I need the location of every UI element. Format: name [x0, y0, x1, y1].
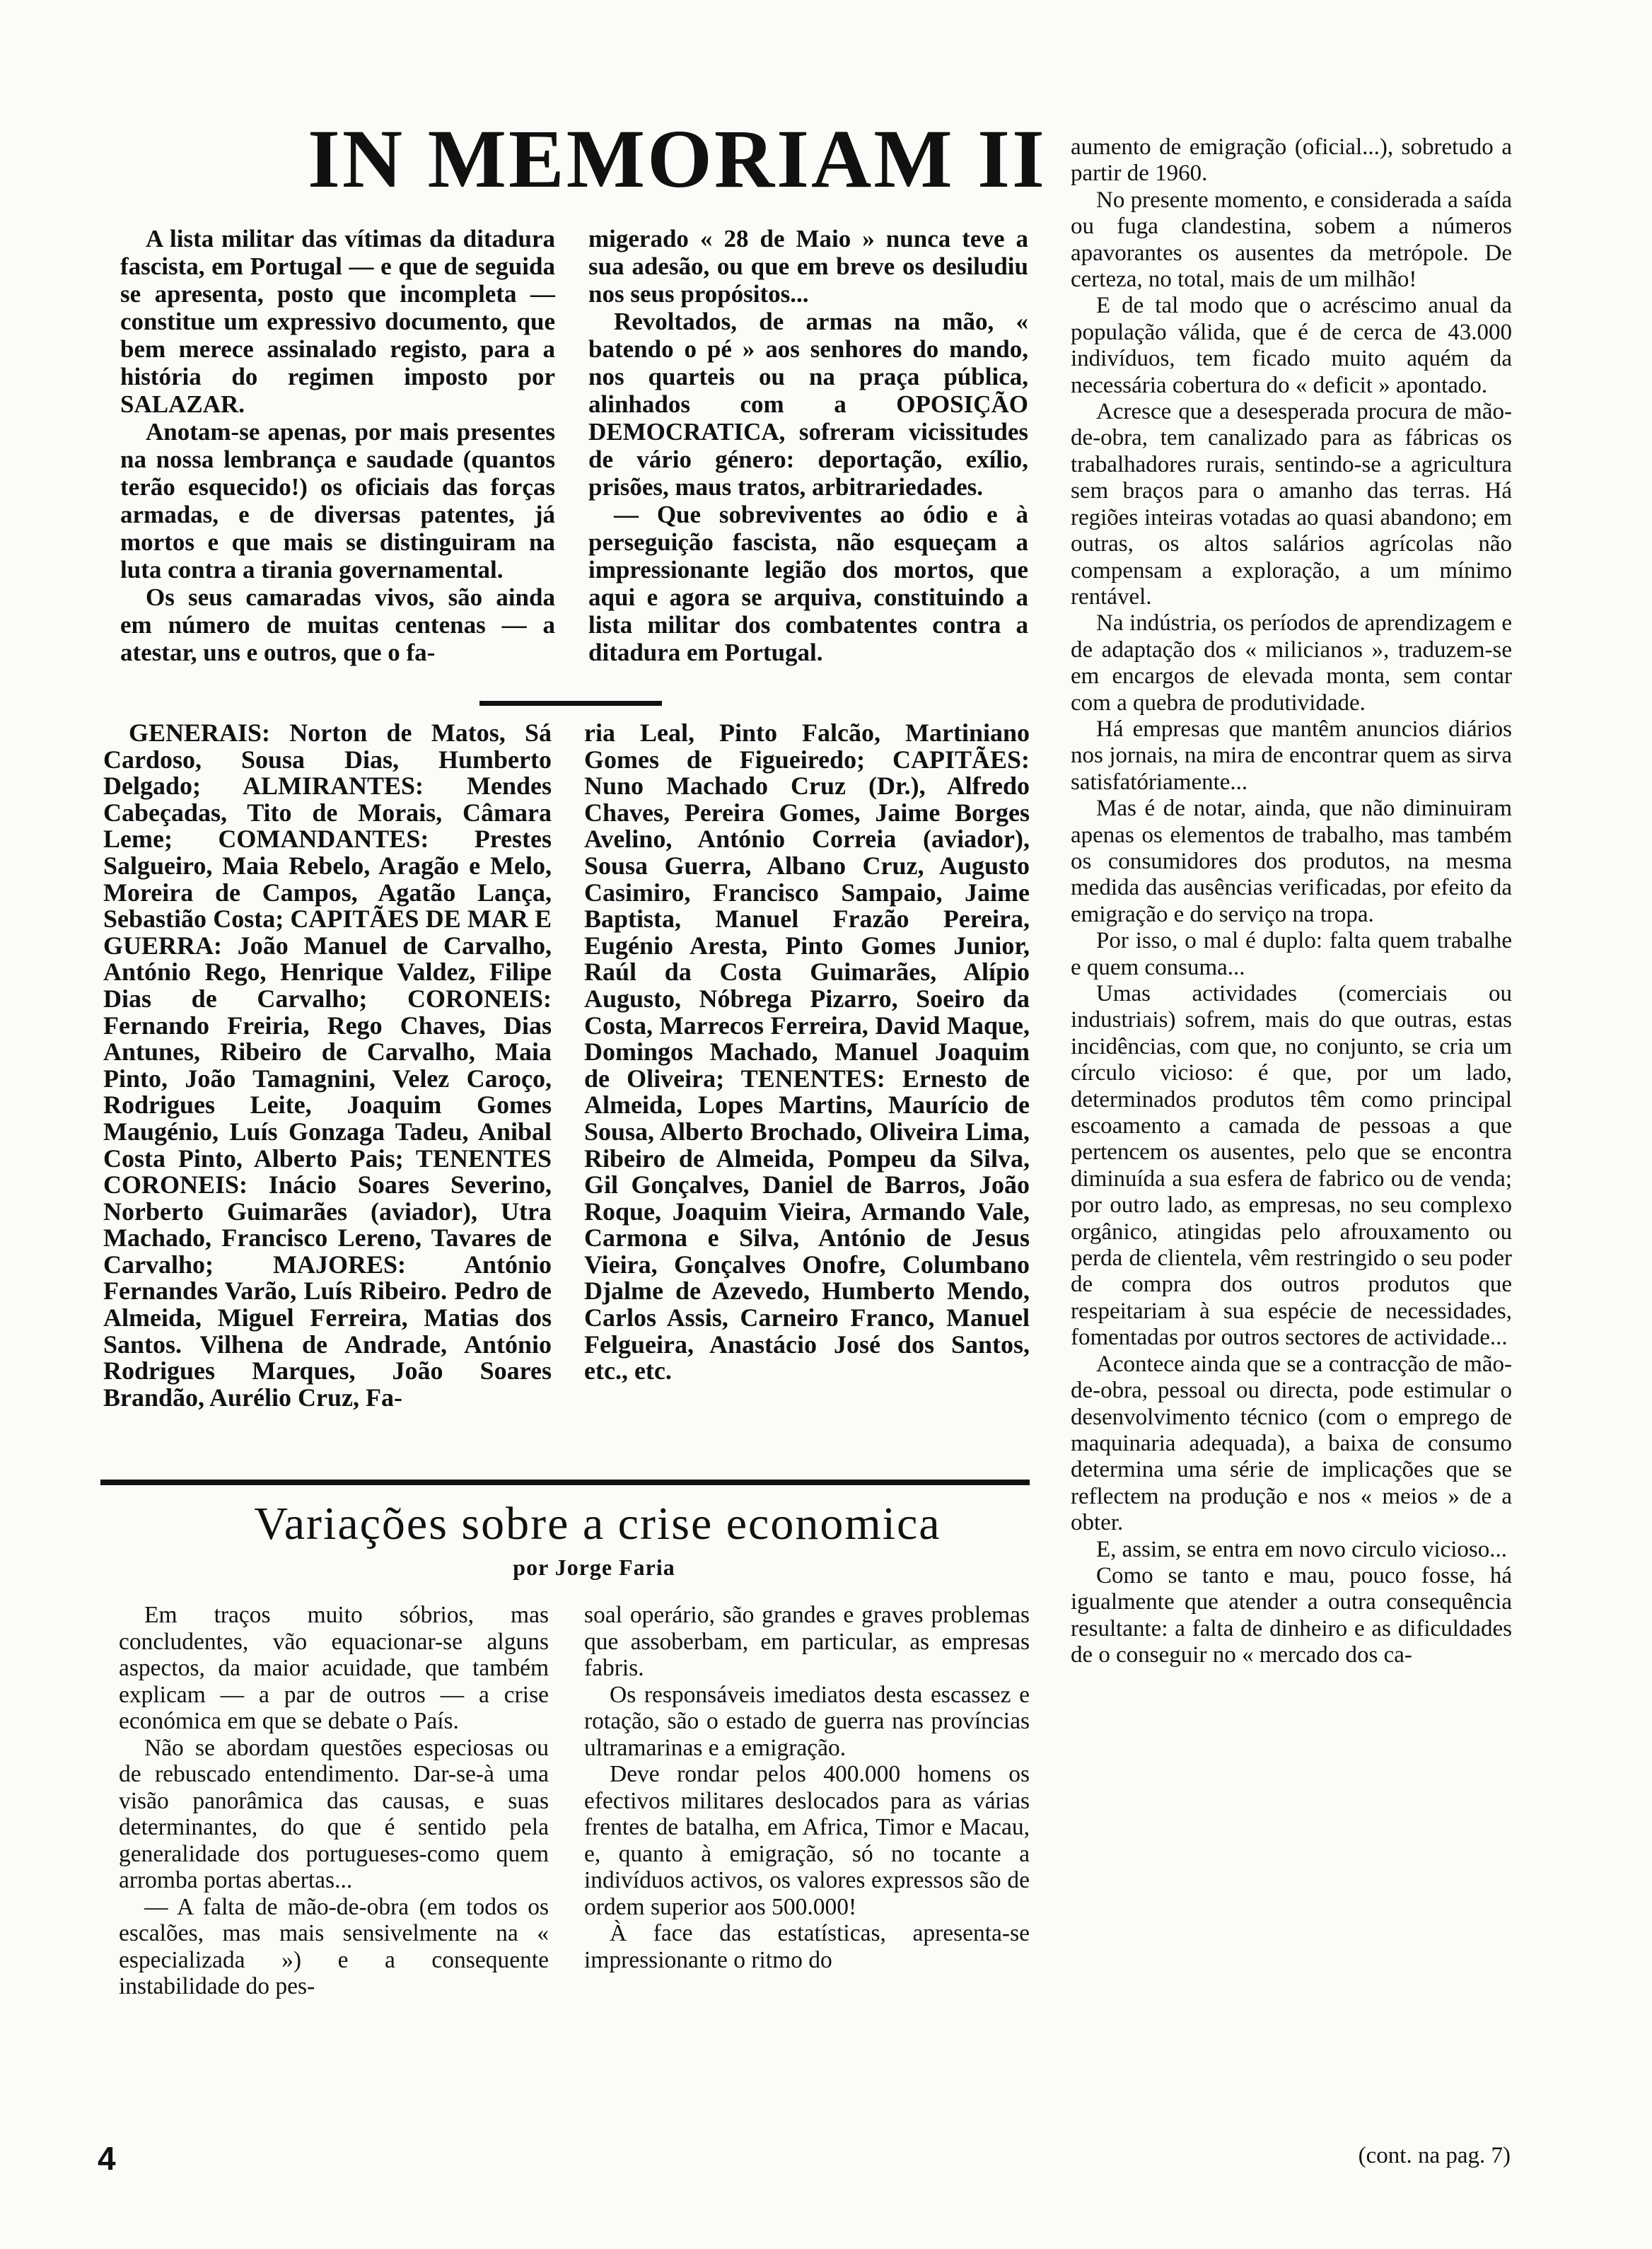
page-number: 4: [98, 2140, 116, 2177]
article2-right-column: [1071, 134, 1512, 1669]
intro-paragraph: Anotam-se apenas, por mais presentes na nossa lembrança e saudade (quantos terão esquecido!) os oficiais das forças armadas, e de diversas patentes, já mortos e que mais se distinguiram na luta contra a tirania governamental.: [120, 418, 555, 583]
body-paragraph: Mas é de notar, ainda, que não diminuiram apenas os elementos de trabalho, mas também os consumidores dos produtos, na mesma medida das ausências verificadas, por efeito da emigração e do serviço na tropa.: [1071, 796, 1512, 927]
body-paragraph: Não se abordam questões especiosas ou de rebuscado entendimento. Dar-se-à uma visão panorâmica das causas, e suas determinantes, do que é sentido pela generalidade dos portugueses-como quem arromba portas abertas...: [119, 1734, 549, 1893]
military-list-text: ria Leal, Pinto Falcão, Martiniano Gomes de Figueiredo; CAPITÃES: Nuno Machado Cruz (Dr.), Alfredo Chaves, Pereira Gomes, Jaime Borges Avelino, António Correia (aviador), Sousa Guerra, Albano Cruz, Augusto Casimiro, Francisco Sampaio, Jaime Baptista, Manuel Frazão Pereira, Eugénio Aresta, Pinto Gomes Junior, Raúl da Costa Guimarães, Alípio Augusto, Nóbrega Pizarro, Soeiro da Costa, Marrecos Ferreira, David Maque, Domingos Machado, Manuel Joaquim de Oliveira; TENENTES: Ernesto de Almeida, Lopes Martins, Maurício de Sousa, Alberto Brochado, Oliveira Lima, Ribeiro de Almeida, Pompeu da Silva, Gil Gonçalves, Daniel de Barros, João Roque, Joaquim Vieira, Armando Vale, Carmona e Silva, António de Jesus Vieira, Gonçalves Onofre, Columbano Djalme de Azevedo, Humberto Mendo, Carlos Assis, Carneiro Franco, Manuel Felgueira, Anastácio José dos Santos, etc., etc.: [584, 719, 1030, 1385]
continued-note: (cont. na pag. 7): [1358, 2143, 1511, 2168]
military-list-left: [103, 720, 552, 1411]
article2-middle-column: [584, 1602, 1030, 1973]
body-paragraph: Por isso, o mal é duplo: falta quem trabalhe e quem consuma...: [1071, 928, 1512, 980]
body-paragraph: soal operário, são grandes e graves problemas que assoberbam, em particular, as empresas fabris.: [584, 1602, 1030, 1681]
body-paragraph: Na indústria, os períodos de aprendizagem e de adaptação dos « milicianos », traduzem-se em encargos de elevada monta, sem contar com a quebra de produtividade.: [1071, 610, 1512, 716]
military-list-right: [584, 720, 1030, 1385]
body-paragraph: aumento de emigração (oficial...), sobretudo a partir de 1960.: [1071, 134, 1512, 187]
body-paragraph: À face das estatísticas, apresenta-se impressionante o ritmo do: [584, 1920, 1030, 1973]
intro-paragraph: A lista militar das vítimas da ditadura fascista, em Portugal — e que de seguida se apresenta, posto que incompleta — constitue um expressivo documento, que bem merece assinalado registo, para a história do regimen imposto por SALAZAR.: [120, 225, 555, 418]
body-paragraph: E de tal modo que o acréscimo anual da população válida, que é de cerca de 43.000 indivíduos, tem ficado muito aquém da necessária cobertura do « deficit » apontado.: [1071, 293, 1512, 398]
body-paragraph: Umas actividades (comerciais ou industriais) sofrem, mais do que outras, estas incidências, com que, no conjunto, se cria um círculo vicioso: é que, por um lado, determinados produtos têm como principal escoamento a camada de pessoas a que pertencem os ausentes, pelo que se encontra diminuída a sua esfera de fabrico ou de venda; por outro lado, as empresas, no seu complexo orgânico, atingidas pelo afrouxamento ou perda de clientela, vêm restringido o seu poder de compra dos outros produtos que respeitariam à sua espécie de necessidades, fomentadas por outros sectores de actividade...: [1071, 981, 1512, 1351]
body-paragraph: Acontece ainda que se a contracção de mão-de-obra, pessoal ou directa, pode estimular o desenvolvimento técnico (com o emprego de maquinaria adequada), a baixa de consumo determina uma série de implicações que se reflectem na produção e nos « meios » de a obter.: [1071, 1351, 1512, 1536]
intro-paragraph: Os seus camaradas vivos, são ainda em número de muitas centenas — a atestar, uns e outros, que o fa-: [120, 583, 555, 666]
body-paragraph: Como se tanto e mau, pouco fosse, há igualmente que atender a outra consequência resultante: a falta de dinheiro e as dificuldades de o conseguir no « mercado dos ca-: [1071, 1562, 1512, 1668]
body-paragraph: Deve rondar pelos 400.000 homens os efectivos militares deslocados para as várias frentes de batalha, em Africa, Timor e Macau, e, quanto à emigração, só no tocante a indivíduos activos, os valores expressos são de ordem superior aos 500.000!: [584, 1761, 1030, 1920]
body-paragraph: E, assim, se entra em novo circulo vicioso...: [1096, 1536, 1508, 1562]
section-divider: [100, 1480, 1030, 1485]
intro-paragraph: Revoltados, de armas na mão, « batendo o pé » aos senhores do mando, nos quarteis ou na praça pública, alinhados com a OPOSIÇÃO DEMOCRATICA, sofreram vicissitudes de vário género: deportação, exílio, prisões, maus tratos, arbitrariedades.: [588, 308, 1028, 501]
body-paragraph: Em traços muito sóbrios, mas concludentes, vão equacionar-se alguns aspectos, da maior acuidade, que também explicam — a par de outros — a crise económica em que se debate o País.: [119, 1602, 549, 1734]
short-divider: [479, 701, 662, 706]
military-list-text: GENERAIS: Norton de Matos, Sá Cardoso, Sousa Dias, Humberto Delgado; ALMIRANTES: Mendes Cabeçadas, Tito de Morais, Câmara Leme; COMANDANTES: Prestes Salgueiro, Maia Rebelo, Aragão e Melo, Moreira de Campos, Agatão Lança, Sebastião Costa; CAPITÃES DE MAR E GUERRA: João Manuel de Carvalho, António Rego, Henrique Valdez, Filipe Dias de Carvalho; CORONEIS: Fernando Freiria, Rego Chaves, Dias Antunes, Ribeiro de Carvalho, Maia Pinto, João Tamagnini, Velez Caroço, Rodrigues Leite, Joaquim Gomes Maugénio, Luís Gonzaga Tadeu, Anibal Costa Pinto, Alberto Pais; TENENTES CORONEIS: Inácio Soares Severino, Norberto Guimarães (aviador), Utra Machado, Francisco Lereno, Tavares de Carvalho; MAJORES: António Fernandes Varão, Luís Ribeiro. Pedro de Almeida, Miguel Ferreira, Matias dos Santos. Vilhena de Andrade, António Rodrigues Marques, João Soares Brandão, Aurélio Cruz, Fa-: [103, 719, 552, 1412]
body-paragraph: Há empresas que mantêm anuncios diários nos jornais, na mira de encontrar quem as sirva satisfatóriamente...: [1071, 716, 1512, 795]
body-paragraph: No presente momento, e considerada a saída ou fuga clandestina, sobem a números apavorantes os ausentes da metrópole. De certeza, no total, mais de um milhão!: [1071, 187, 1512, 293]
body-paragraph: Acresce que a desesperada procura de mão-de-obra, tem canalizado para as fábricas os trabalhadores rurais, sentindo-se a agricultura sem braços para o amanho das terras. Há regiões inteiras votadas ao quasi abandono; em outras, os altos salários agrícolas não compensam a exploração, a um mínimo rentável.: [1071, 399, 1512, 610]
article-title-variacoes: Variações sobre a crise economica: [254, 1498, 941, 1550]
body-paragraph: — A falta de mão-de-obra (em todos os escalões, mas mais sensivelmente na « especializada ») e a consequente instabilidade do pes-: [119, 1893, 549, 1999]
article-title-in-memoriam: IN MEMORIAM II: [308, 112, 1047, 205]
byline: por Jorge Faria: [513, 1554, 675, 1580]
body-paragraph: Os responsáveis imediatos desta escassez e rotação, são o estado de guerra nas províncias ultramarinas e a emigração.: [584, 1681, 1030, 1761]
intro-right-column: [588, 225, 1028, 666]
intro-paragraph: — Que sobreviventes ao ódio e à perseguição fascista, não esqueçam a impressionante legião dos mortos, que aqui e agora se arquiva, constituindo a lista militar dos combatentes contra a ditadura em Portugal.: [588, 501, 1028, 666]
article2-left-column: [119, 1602, 549, 2000]
intro-left-column: [120, 225, 555, 666]
intro-paragraph: migerado « 28 de Maio » nunca teve a sua adesão, ou que em breve os desiludiu nos seus propósitos...: [588, 225, 1028, 308]
